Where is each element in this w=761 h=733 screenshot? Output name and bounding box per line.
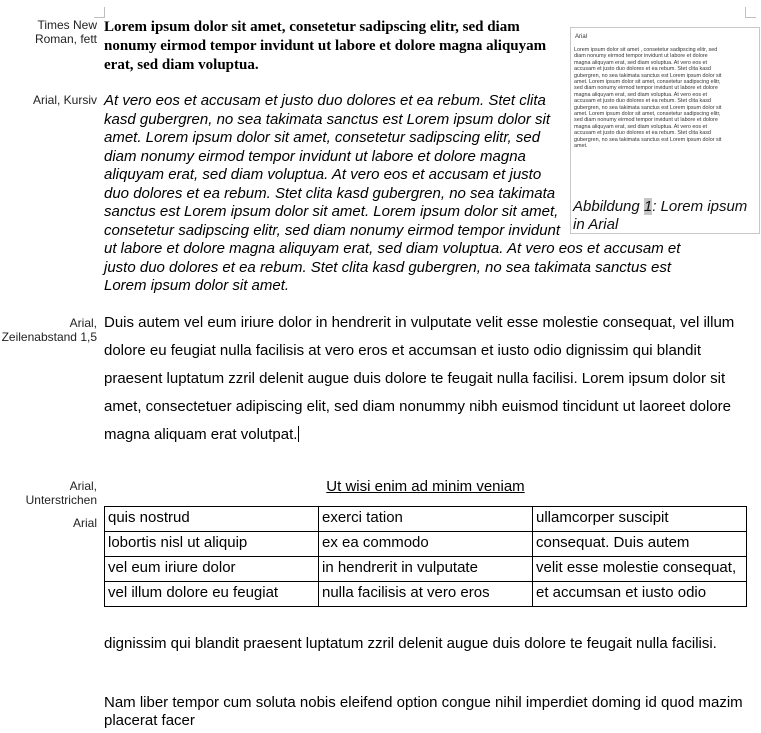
- table-cell[interactable]: ex ea commodo: [319, 532, 533, 557]
- table-row: [105, 557, 747, 582]
- figure-caption[interactable]: [573, 198, 753, 234]
- data-table[interactable]: [104, 506, 747, 607]
- table-cell[interactable]: quis nostrud: [105, 507, 319, 532]
- paragraph-spaced-text: Duis autem vel eum iriure dolor in hendrerit in vulputate velit esse molestie consequat, vel illum dolore eu feugiat nulla facilisis at vero eros et accumsan et iusto odio dignissim qui blandit praesent luptatum zzril delenit augue duis dolore te feugait nulla facilisi. Lorem ipsum dolor sit amet, consectetuer adipiscing elit, sed diam nonummy nibh euismod tincidunt ut laoreet dolore magna aliquam erat volutpat.: [104, 314, 735, 443]
- figure-box[interactable]: [570, 27, 760, 234]
- table-row: [105, 582, 747, 607]
- table-cell[interactable]: exerci tation: [319, 507, 533, 532]
- caption-suffix: : Lorem ipsum in Arial: [573, 198, 748, 233]
- table-cell[interactable]: ullamcorper suscipit: [533, 507, 747, 532]
- table-row: [105, 507, 747, 532]
- margin-note-spacing: Arial, Zeilenabstand 1,5: [1, 316, 97, 344]
- page-corner-mark: [745, 7, 756, 18]
- text-cursor: [298, 426, 299, 442]
- table-cell[interactable]: velit esse molestie consequat,: [533, 557, 747, 582]
- margin-note-underline: Arial, Unterstrichen: [25, 479, 97, 507]
- figure-text: Lorem ipsum dolor sit amet , consetetur sadipscing elitr, sed diam nonumy eirmod tempor invidunt ut labore et dolore magna aliquyam erat, sed diam voluptua. At vero eos et accusam et justo duo dolores et ea rebum. Stet clita kasd gubergren, no sea takimata sanctus est Lorem ipsum dolor sit amet. Lorem ipsum dolor sit amet, consetetur sadipscing elitr, sed diam nonumy eirmod tempor invidunt ut labore et dolore magna aliquyam erat, sed diam voluptua. At vero eos et accusam et justo duo dolores et ea rebum. Stet clita kasd gubergren, no sea takimata sanctus est Lorem ipsum dolor sit amet. Lorem ipsum dolor sit amet, consetetur sadipscing elitr, sed diam nonumy eirmod tempor invidunt ut labore et dolore magna aliquyam erat, sed diam voluptua. At vero eos et accusam et justo duo dolores et ea rebum. Stet clita kasd gubergren, no sea takimata sanctus est Lorem ipsum dolor sit amet.: [574, 47, 722, 150]
- table-cell[interactable]: nulla facilisis at vero eros: [319, 582, 533, 607]
- table-row: [105, 532, 747, 557]
- table-cell[interactable]: lobortis nisl ut aliquip: [105, 532, 319, 557]
- margin-note-table: Arial: [72, 516, 97, 530]
- table-cell[interactable]: vel eum iriure dolor: [105, 557, 319, 582]
- paragraph-bold-serif[interactable]: Lorem ipsum dolor sit amet, consetetur sadipscing elitr, sed diam nonumy eirmod tempor invidunt ut labore et dolore magna aliquyam erat, sed diam voluptua.: [104, 19, 547, 73]
- margin-note-bold-serif: Times New Roman, fett: [34, 18, 97, 46]
- page-corner-mark: [94, 7, 105, 18]
- paragraph-line-spacing[interactable]: [104, 309, 749, 449]
- paragraph-italic-text: At vero eos et accusam et justo duo dolores et ea rebum. Stet clita kasd gubergren, no sea takimata sanctus est Lorem ipsum dolor sit amet. Lorem ipsum dolor sit amet, consetetur sadipscing elitr, sed diam nonumy eirmod tempor invidunt ut labore et dolore magna aliquyam erat, sed diam voluptua. At vero eos et accusam et justo duo dolores et ea rebum. Stet clita kasd gubergren, no sea takimata sanctus est Lorem ipsum dolor sit amet. Lorem ipsum dolor sit amet, consetetur sadipscing elitr, sed diam nonumy eirmod tempor invidunt ut labore et dolore magna aliquyam erat, sed diam voluptua. At vero eos et accusam et justo duo dolores et ea rebum. Stet clita kasd gubergren, no sea takimata sanctus est Lorem ipsum dolor sit amet.: [104, 92, 681, 294]
- table-cell[interactable]: in hendrerit in vulputate: [319, 557, 533, 582]
- table-cell[interactable]: vel illum dolore eu feugiat: [105, 582, 319, 607]
- paragraph-last[interactable]: Nam liber tempor cum soluta nobis eleifend option congue nihil imperdiet doming id quod mazim placerat facer: [104, 694, 743, 729]
- caption-number-field[interactable]: 1: [643, 198, 653, 215]
- paragraph-after-table[interactable]: dignissim qui blandit praesent luptatum zzril delenit augue duis dolore te feugait nulla facilisi.: [104, 635, 717, 652]
- caption-prefix: Abbildung: [573, 198, 644, 215]
- figure-title: Arial: [575, 34, 588, 40]
- table-cell[interactable]: et accumsan et iusto odio: [533, 582, 747, 607]
- table-cell[interactable]: consequat. Duis autem: [533, 532, 747, 557]
- table-title[interactable]: Ut wisi enim ad minim veniam: [326, 478, 525, 495]
- margin-note-italic: Arial, Kursiv: [32, 93, 97, 107]
